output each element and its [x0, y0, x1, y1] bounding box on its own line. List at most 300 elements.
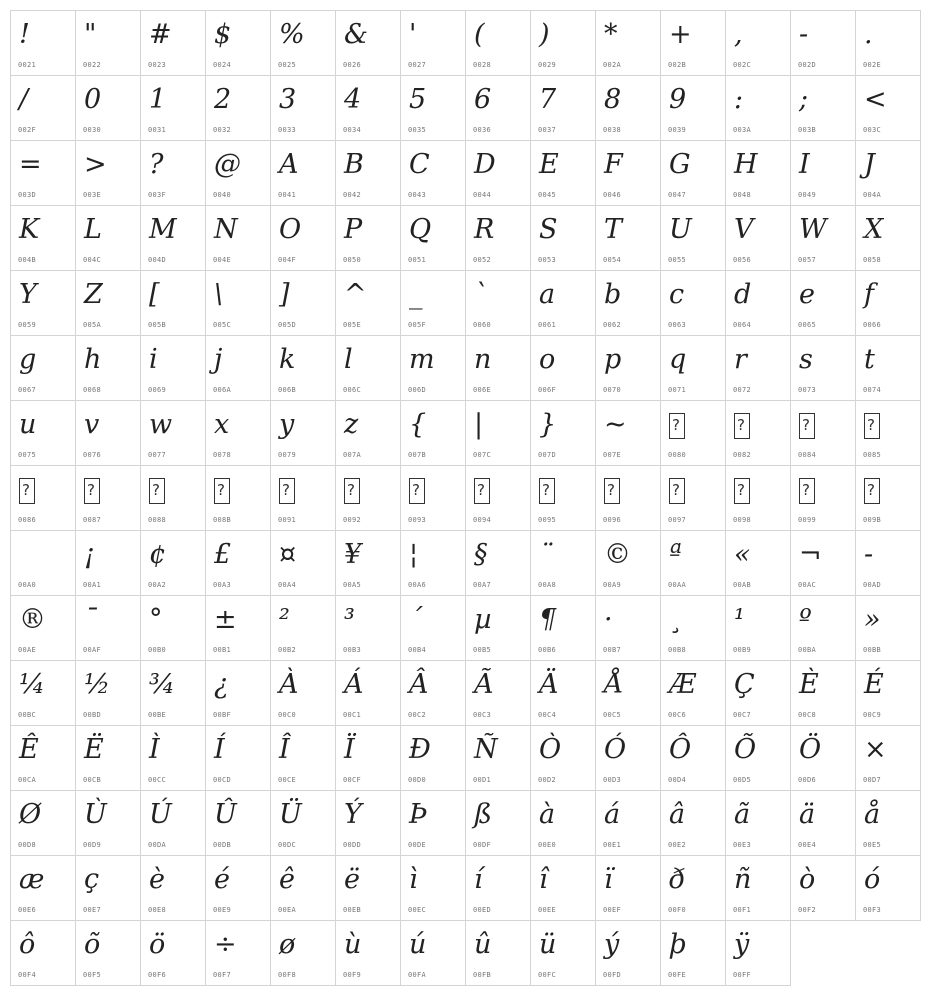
glyph-codepoint-label: 0052: [473, 256, 492, 264]
glyph-codepoint-label: 00E9: [213, 906, 232, 914]
glyph-codepoint-label: 006D: [408, 386, 427, 394]
glyph-cell[interactable]: [140, 790, 206, 856]
glyph-cell[interactable]: [465, 335, 531, 401]
missing-glyph-icon: [864, 468, 880, 518]
glyph-cell[interactable]: [725, 270, 791, 336]
glyph-cell[interactable]: [75, 140, 141, 206]
glyph-cell[interactable]: [595, 335, 661, 401]
glyph-cell[interactable]: [400, 335, 466, 401]
glyph-cell[interactable]: [270, 335, 336, 401]
glyph-cell[interactable]: [400, 140, 466, 206]
glyph-cell[interactable]: [10, 530, 76, 596]
glyph-sample: :: [734, 84, 744, 115]
glyph-codepoint-label: 00E4: [798, 841, 817, 849]
glyph-cell[interactable]: [595, 465, 661, 531]
glyph-codepoint-label: 0057: [798, 256, 817, 264]
glyph-sample: ?: [149, 149, 164, 180]
glyph-codepoint-label: 00B9: [733, 646, 752, 654]
glyph-sample: &: [344, 19, 369, 50]
glyph-sample: x: [214, 409, 230, 440]
glyph-cell[interactable]: [855, 75, 921, 141]
glyph-cell[interactable]: [270, 855, 336, 921]
glyph-cell[interactable]: [10, 270, 76, 336]
glyph-cell[interactable]: [725, 790, 791, 856]
glyph-codepoint-label: 00D8: [18, 841, 37, 849]
glyph-cell[interactable]: [140, 465, 206, 531]
glyph-cell[interactable]: [205, 335, 271, 401]
glyph-cell[interactable]: [660, 465, 726, 531]
glyph-cell[interactable]: [660, 270, 726, 336]
glyph-sample: ô: [19, 929, 36, 960]
glyph-cell[interactable]: [465, 270, 531, 336]
glyph-sample: «: [734, 539, 751, 570]
glyph-cell[interactable]: [270, 660, 336, 726]
glyph-cell[interactable]: [660, 855, 726, 921]
glyph-sample: Ì: [149, 734, 160, 765]
glyph-cell[interactable]: [75, 205, 141, 271]
glyph-codepoint-label: 0043: [408, 191, 427, 199]
glyph-cell[interactable]: [530, 400, 596, 466]
glyph-sample: n: [474, 344, 492, 375]
glyph-cell[interactable]: [530, 205, 596, 271]
glyph-cell[interactable]: [465, 790, 531, 856]
glyph-cell[interactable]: [400, 205, 466, 271]
glyph-cell[interactable]: [335, 595, 401, 661]
glyph-cell[interactable]: [465, 10, 531, 76]
glyph-cell[interactable]: [10, 400, 76, 466]
glyph-codepoint-label: 0041: [278, 191, 297, 199]
glyph-cell[interactable]: [140, 400, 206, 466]
glyph-cell[interactable]: [140, 660, 206, 726]
glyph-cell[interactable]: [465, 920, 531, 986]
glyph-cell[interactable]: [725, 920, 791, 986]
glyph-cell[interactable]: [140, 10, 206, 76]
glyph-cell[interactable]: [205, 270, 271, 336]
glyph-cell[interactable]: [660, 400, 726, 466]
glyph-cell[interactable]: [465, 855, 531, 921]
glyph-codepoint-label: 00B1: [213, 646, 232, 654]
glyph-cell[interactable]: [270, 10, 336, 76]
glyph-cell[interactable]: [725, 725, 791, 791]
glyph-cell[interactable]: [660, 660, 726, 726]
glyph-cell[interactable]: [75, 530, 141, 596]
glyph-cell[interactable]: [140, 530, 206, 596]
glyph-sample: È: [799, 669, 819, 700]
glyph-cell[interactable]: [725, 855, 791, 921]
glyph-cell[interactable]: [400, 270, 466, 336]
glyph-codepoint-label: 00BE: [148, 711, 167, 719]
glyph-cell[interactable]: [75, 855, 141, 921]
glyph-sample: É: [864, 669, 884, 700]
glyph-codepoint-label: 00DE: [408, 841, 427, 849]
glyph-cell[interactable]: [725, 530, 791, 596]
glyph-codepoint-label: 00E2: [668, 841, 687, 849]
glyph-cell[interactable]: [270, 75, 336, 141]
glyph-codepoint-label: 0076: [83, 451, 102, 459]
glyph-cell[interactable]: [205, 140, 271, 206]
glyph-cell[interactable]: [855, 270, 921, 336]
glyph-cell[interactable]: [75, 400, 141, 466]
glyph-cell[interactable]: [725, 595, 791, 661]
glyph-cell[interactable]: [400, 465, 466, 531]
glyph-cell[interactable]: [855, 530, 921, 596]
glyph-cell[interactable]: [855, 335, 921, 401]
glyph-sample: Ò: [539, 734, 562, 765]
glyph-codepoint-label: 00BC: [18, 711, 37, 719]
glyph-cell[interactable]: [595, 855, 661, 921]
glyph-codepoint-label: 006E: [473, 386, 492, 394]
glyph-cell[interactable]: [660, 335, 726, 401]
glyph-cell[interactable]: [400, 855, 466, 921]
glyph-cell[interactable]: [660, 530, 726, 596]
glyph-cell[interactable]: [595, 205, 661, 271]
glyph-cell[interactable]: [205, 400, 271, 466]
glyph-cell[interactable]: [660, 10, 726, 76]
glyph-cell[interactable]: [400, 10, 466, 76]
glyph-codepoint-label: 00EF: [603, 906, 622, 914]
glyph-cell[interactable]: [335, 140, 401, 206]
glyph-cell[interactable]: [205, 790, 271, 856]
glyph-sample: -: [864, 539, 874, 570]
glyph-cell[interactable]: [10, 660, 76, 726]
glyph-cell[interactable]: [270, 595, 336, 661]
glyph-cell[interactable]: [140, 335, 206, 401]
glyph-codepoint-label: 00CE: [278, 776, 297, 784]
glyph-codepoint-label: 007C: [473, 451, 492, 459]
glyph-cell[interactable]: [855, 400, 921, 466]
glyph-cell[interactable]: [335, 270, 401, 336]
glyph-cell[interactable]: [465, 400, 531, 466]
glyph-cell[interactable]: [140, 920, 206, 986]
glyph-cell[interactable]: [10, 725, 76, 791]
glyph-cell[interactable]: [855, 10, 921, 76]
glyph-cell[interactable]: [10, 10, 76, 76]
glyph-cell[interactable]: [790, 660, 856, 726]
glyph-cell[interactable]: [595, 400, 661, 466]
missing-glyph-icon: [734, 403, 750, 453]
glyph-sample: ã: [734, 799, 751, 830]
glyph-cell[interactable]: [530, 660, 596, 726]
glyph-cell[interactable]: [660, 920, 726, 986]
glyph-cell[interactable]: [465, 465, 531, 531]
glyph-codepoint-label: 00B4: [408, 646, 427, 654]
glyph-cell[interactable]: [660, 205, 726, 271]
glyph-cell[interactable]: [855, 725, 921, 791]
glyph-cell[interactable]: [595, 270, 661, 336]
glyph-cell[interactable]: [140, 205, 206, 271]
glyph-cell[interactable]: [400, 400, 466, 466]
glyph-cell[interactable]: [595, 595, 661, 661]
glyph-cell[interactable]: [75, 75, 141, 141]
glyph-cell[interactable]: [10, 75, 76, 141]
glyph-cell[interactable]: [270, 205, 336, 271]
glyph-cell[interactable]: [855, 660, 921, 726]
glyph-cell[interactable]: [75, 660, 141, 726]
glyph-cell[interactable]: [335, 530, 401, 596]
glyph-sample: N: [214, 214, 238, 245]
glyph-cell[interactable]: [205, 920, 271, 986]
glyph-cell[interactable]: [10, 790, 76, 856]
glyph-cell[interactable]: [270, 270, 336, 336]
glyph-sample: <: [864, 84, 887, 115]
glyph-cell[interactable]: [725, 205, 791, 271]
glyph-cell[interactable]: [205, 10, 271, 76]
glyph-codepoint-label: 0034: [343, 126, 362, 134]
glyph-cell[interactable]: [10, 855, 76, 921]
glyph-codepoint-label: 00EA: [278, 906, 297, 914]
glyph-cell[interactable]: [75, 10, 141, 76]
glyph-sample: ø: [279, 929, 296, 960]
glyph-cell[interactable]: [790, 10, 856, 76]
glyph-cell[interactable]: [855, 205, 921, 271]
glyph-cell[interactable]: [725, 75, 791, 141]
glyph-cell[interactable]: [205, 725, 271, 791]
glyph-cell[interactable]: [530, 790, 596, 856]
glyph-cell[interactable]: [140, 75, 206, 141]
glyph-cell[interactable]: [595, 75, 661, 141]
glyph-codepoint-label: 00BA: [798, 646, 817, 654]
glyph-cell[interactable]: [530, 855, 596, 921]
glyph-cell[interactable]: [205, 660, 271, 726]
glyph-cell[interactable]: [660, 75, 726, 141]
glyph-codepoint-label: 0037: [538, 126, 557, 134]
glyph-cell[interactable]: [855, 465, 921, 531]
glyph-sample: q: [669, 344, 687, 375]
glyph-cell[interactable]: [855, 140, 921, 206]
glyph-codepoint-label: 00FC: [538, 971, 557, 979]
glyph-cell[interactable]: [205, 75, 271, 141]
glyph-cell[interactable]: [75, 790, 141, 856]
glyph-cell[interactable]: [660, 140, 726, 206]
glyph-cell[interactable]: [790, 855, 856, 921]
glyph-sample: Ü: [279, 799, 302, 830]
glyph-cell[interactable]: [530, 335, 596, 401]
glyph-codepoint-label: 005C: [213, 321, 232, 329]
glyph-cell[interactable]: [790, 75, 856, 141]
glyph-cell[interactable]: [725, 660, 791, 726]
glyph-cell[interactable]: [270, 920, 336, 986]
glyph-cell[interactable]: [10, 335, 76, 401]
glyph-cell[interactable]: [725, 140, 791, 206]
glyph-cell[interactable]: [270, 725, 336, 791]
glyph-codepoint-label: 00D4: [668, 776, 687, 784]
glyph-cell[interactable]: [465, 530, 531, 596]
glyph-cell[interactable]: [205, 465, 271, 531]
glyph-codepoint-label: 00DA: [148, 841, 167, 849]
glyph-codepoint-label: 0046: [603, 191, 622, 199]
glyph-sample: ç: [84, 864, 100, 895]
glyph-codepoint-label: 0061: [538, 321, 557, 329]
glyph-cell[interactable]: [400, 660, 466, 726]
glyph-cell[interactable]: [205, 530, 271, 596]
glyph-cell[interactable]: [140, 140, 206, 206]
glyph-codepoint-label: 0058: [863, 256, 882, 264]
glyph-cell[interactable]: [790, 725, 856, 791]
glyph-sample: ": [84, 19, 97, 50]
glyph-cell[interactable]: [400, 75, 466, 141]
glyph-cell[interactable]: [660, 725, 726, 791]
glyph-cell[interactable]: [530, 595, 596, 661]
glyph-cell[interactable]: [790, 595, 856, 661]
glyph-cell[interactable]: [790, 790, 856, 856]
glyph-cell[interactable]: [140, 725, 206, 791]
glyph-cell[interactable]: [465, 595, 531, 661]
glyph-cell[interactable]: [270, 790, 336, 856]
glyph-cell[interactable]: [465, 140, 531, 206]
missing-glyph-box-icon: [344, 478, 360, 504]
glyph-sample: þ: [669, 929, 687, 960]
glyph-cell[interactable]: [140, 595, 206, 661]
missing-glyph-box-icon: [669, 478, 685, 504]
glyph-cell[interactable]: [725, 10, 791, 76]
glyph-cell[interactable]: [335, 660, 401, 726]
glyph-cell[interactable]: [75, 465, 141, 531]
glyph-cell[interactable]: [205, 855, 271, 921]
glyph-cell[interactable]: [530, 530, 596, 596]
glyph-cell[interactable]: [335, 75, 401, 141]
missing-glyph-box-icon: [864, 413, 880, 439]
glyph-codepoint-label: 005A: [83, 321, 102, 329]
glyph-cell[interactable]: [530, 10, 596, 76]
glyph-sample: Ë: [84, 734, 104, 765]
glyph-cell[interactable]: [400, 725, 466, 791]
glyph-cell[interactable]: [335, 10, 401, 76]
glyph-cell[interactable]: [75, 335, 141, 401]
glyph-cell[interactable]: [465, 660, 531, 726]
glyph-cell[interactable]: [335, 465, 401, 531]
glyph-cell[interactable]: [790, 140, 856, 206]
glyph-cell[interactable]: [335, 335, 401, 401]
glyph-cell[interactable]: [790, 270, 856, 336]
glyph-sample: #: [149, 19, 172, 50]
glyph-sample: ²: [279, 604, 290, 635]
glyph-cell[interactable]: [855, 595, 921, 661]
glyph-cell[interactable]: [400, 790, 466, 856]
glyph-codepoint-label: 00F7: [213, 971, 232, 979]
glyph-cell[interactable]: [465, 205, 531, 271]
glyph-cell[interactable]: [205, 595, 271, 661]
glyph-cell[interactable]: [855, 790, 921, 856]
glyph-sample: Ó: [604, 734, 627, 765]
glyph-cell[interactable]: [595, 530, 661, 596]
glyph-sample: b: [604, 279, 622, 310]
glyph-cell[interactable]: [10, 205, 76, 271]
glyph-sample: f: [864, 279, 874, 310]
glyph-cell[interactable]: [270, 465, 336, 531]
glyph-sample: ÷: [214, 929, 237, 960]
glyph-cell[interactable]: [335, 790, 401, 856]
glyph-sample: c: [669, 279, 685, 310]
glyph-cell[interactable]: [595, 790, 661, 856]
glyph-cell[interactable]: [595, 920, 661, 986]
glyph-cell[interactable]: [855, 855, 921, 921]
glyph-cell[interactable]: [530, 725, 596, 791]
glyph-sample: Å: [604, 669, 624, 700]
glyph-cell[interactable]: [725, 400, 791, 466]
glyph-sample: ð: [669, 864, 686, 895]
glyph-cell[interactable]: [790, 465, 856, 531]
glyph-codepoint-label: 00DD: [343, 841, 362, 849]
glyph-cell[interactable]: [335, 725, 401, 791]
glyph-cell[interactable]: [10, 140, 76, 206]
missing-glyph-box-icon: [19, 478, 35, 504]
glyph-cell[interactable]: [790, 205, 856, 271]
glyph-cell[interactable]: [725, 465, 791, 531]
glyph-cell[interactable]: [595, 725, 661, 791]
glyph-sample: ¯: [84, 604, 98, 635]
glyph-cell[interactable]: [335, 920, 401, 986]
glyph-cell[interactable]: [335, 205, 401, 271]
glyph-cell[interactable]: [75, 270, 141, 336]
glyph-cell[interactable]: [270, 140, 336, 206]
missing-glyph-box-icon: [149, 478, 165, 504]
glyph-cell[interactable]: [790, 400, 856, 466]
glyph-cell[interactable]: [465, 75, 531, 141]
glyph-codepoint-label: 0088: [148, 516, 167, 524]
glyph-sample: 5: [409, 84, 427, 115]
glyph-codepoint-label: 00A3: [213, 581, 232, 589]
glyph-cell[interactable]: [335, 855, 401, 921]
glyph-sample: @: [214, 149, 241, 180]
glyph-codepoint-label: 00AE: [18, 646, 37, 654]
glyph-cell[interactable]: [790, 530, 856, 596]
glyph-cell[interactable]: [530, 920, 596, 986]
glyph-sample: O: [279, 214, 302, 245]
glyph-cell[interactable]: [595, 140, 661, 206]
glyph-cell[interactable]: [530, 140, 596, 206]
glyph-cell[interactable]: [400, 920, 466, 986]
glyph-cell[interactable]: [10, 920, 76, 986]
glyph-cell[interactable]: [205, 205, 271, 271]
missing-glyph-box-icon: [539, 478, 555, 504]
glyph-cell[interactable]: [530, 75, 596, 141]
glyph-cell[interactable]: [530, 270, 596, 336]
glyph-cell[interactable]: [465, 725, 531, 791]
glyph-sample: +: [669, 19, 692, 50]
glyph-cell[interactable]: [595, 10, 661, 76]
glyph-cell[interactable]: [75, 595, 141, 661]
glyph-codepoint-label: 00E5: [863, 841, 882, 849]
glyph-sample: ¼: [19, 669, 46, 700]
glyph-sample: Â: [409, 669, 429, 700]
glyph-cell[interactable]: [75, 920, 141, 986]
glyph-cell[interactable]: [790, 335, 856, 401]
glyph-cell[interactable]: [140, 855, 206, 921]
glyph-cell[interactable]: [335, 400, 401, 466]
glyph-cell[interactable]: [725, 335, 791, 401]
glyph-cell[interactable]: [270, 400, 336, 466]
glyph-cell[interactable]: [530, 465, 596, 531]
glyph-cell[interactable]: [270, 530, 336, 596]
glyph-codepoint-label: 0062: [603, 321, 622, 329]
glyph-cell[interactable]: [10, 465, 76, 531]
glyph-cell[interactable]: [595, 660, 661, 726]
glyph-cell[interactable]: [75, 725, 141, 791]
glyph-sample: æ: [19, 864, 45, 895]
glyph-sample: I: [799, 149, 810, 180]
glyph-cell[interactable]: [400, 595, 466, 661]
glyph-cell[interactable]: [660, 790, 726, 856]
glyph-sample: Á: [344, 669, 364, 700]
glyph-sample: 7: [539, 84, 557, 115]
glyph-codepoint-label: 00F6: [148, 971, 167, 979]
glyph-cell[interactable]: [10, 595, 76, 661]
glyph-sample: à: [539, 799, 556, 830]
glyph-cell[interactable]: [660, 595, 726, 661]
glyph-cell[interactable]: [140, 270, 206, 336]
glyph-cell[interactable]: [400, 530, 466, 596]
glyph-codepoint-label: 00B3: [343, 646, 362, 654]
